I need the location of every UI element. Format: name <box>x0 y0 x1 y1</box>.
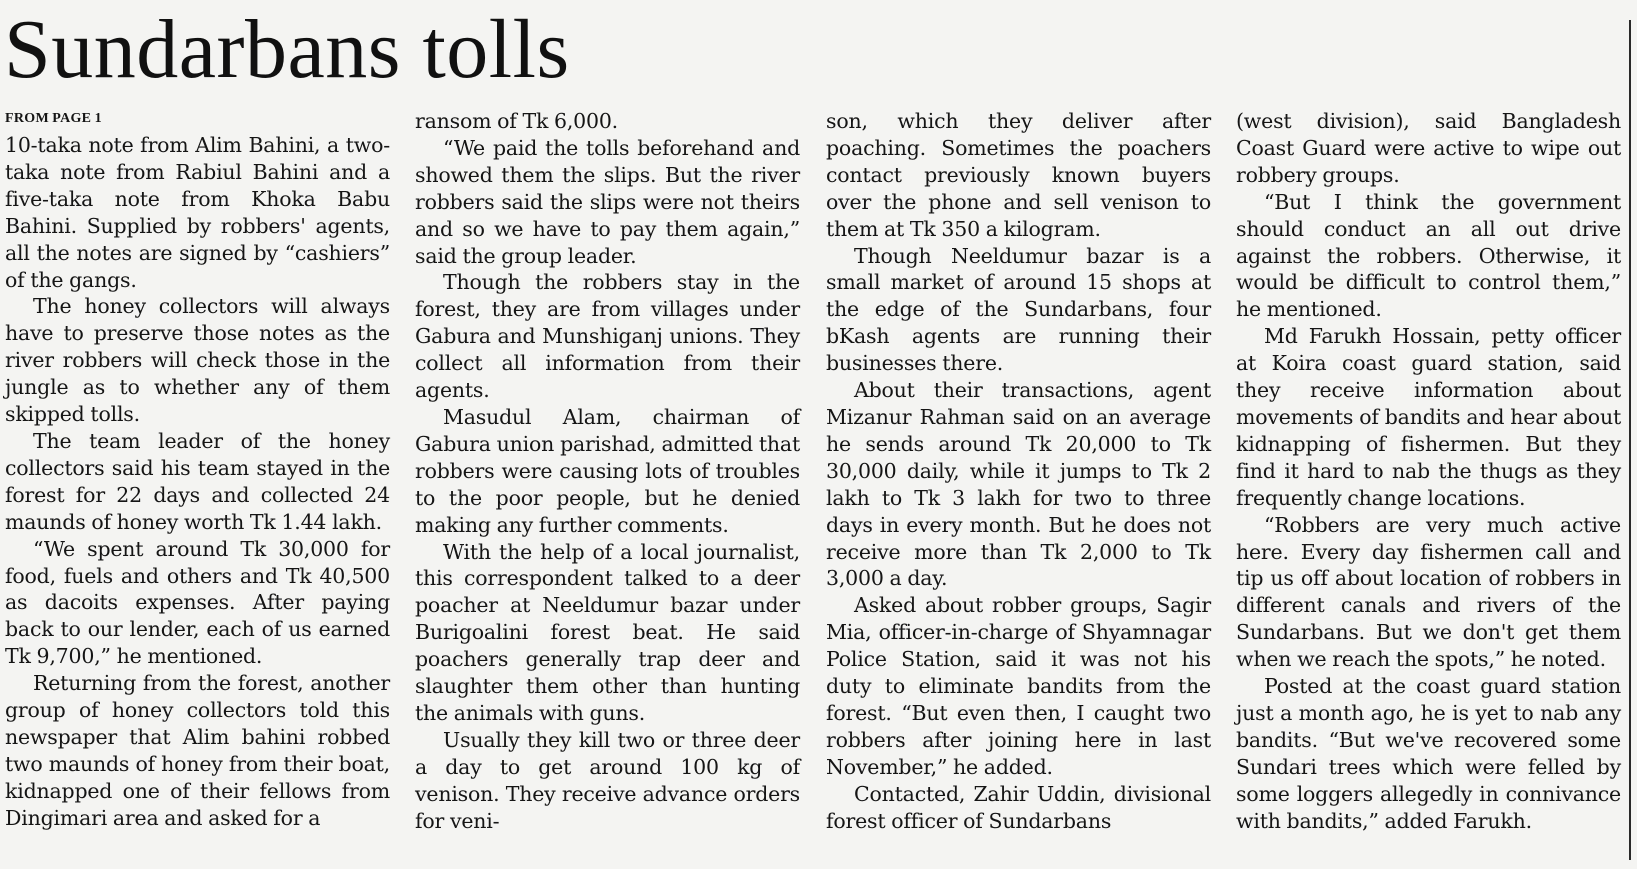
paragraph: (west division), said Bangladesh Coast Guard were active to wipe out robbery groups. <box>1236 109 1621 187</box>
paragraph: Md Farukh Hossain, petty officer at Koira coast guard station, said they receive information about movements of bandits and hear about kidnapping of fishermen. But they find it hard to nab the thugs as they frequently change locations. <box>1236 324 1621 510</box>
paragraph: The honey collectors will always have to preserve those notes as the river robbers will check those in the jungle as to whether any of them skipped tolls. <box>5 294 390 427</box>
article-column-1 <box>5 110 390 832</box>
paragraph: Asked about robber groups, Sagir Mia, officer-in-charge of Shyamnagar Police Station, said it was not his duty to eliminate bandits from the forest. “But even then, I caught two robbers after joining here in last November,” he added. <box>826 593 1211 779</box>
paragraph: Contacted, Zahir Uddin, divisional forest officer of Sundarbans <box>826 781 1211 833</box>
paragraph: “Robbers are very much active here. Every day fishermen call and tip us off about location of robbers in different canals and rivers of the Sundarbans. But we don't get them when we reach the spots,” he noted. <box>1236 512 1621 672</box>
headline: Sundarbans tolls <box>4 3 570 96</box>
paragraph: About their transactions, agent Mizanur Rahman said on an average he sends around Tk 20,000 to Tk 30,000 daily, while it jumps to Tk 2 lakh to Tk 3 lakh for two to three days in every month. But he does not receive more than Tk 2,000 to Tk 3,000 a day. <box>826 378 1211 591</box>
paragraph: The team leader of the honey collectors said his team stayed in the forest for 22 days and collected 24 maunds of honey worth Tk 1.44 lakh. <box>5 428 390 534</box>
column-rule <box>1629 20 1631 860</box>
article-column-3 <box>826 108 1211 834</box>
paragraph: 10-taka note from Alim Bahini, a two-taka note from Rabiul Bahini and a five-taka note from Khoka Babu Bahini. Supplied by robbers' agents, all the notes are signed by “cashiers” of the gangs. <box>5 133 390 292</box>
paragraph: Though the robbers stay in the forest, they are from villages under Gabura and Munshiganj unions. They collect all information from their agents. <box>415 270 800 403</box>
paragraph: With the help of a local journalist, this correspondent talked to a deer poacher at Neeldumur bazar under Burigoalini forest beat. He said poachers generally trap deer and slaughter them other than hunting the animals with guns. <box>415 539 800 725</box>
paragraph: Though Neeldumur bazar is a small market of around 15 shops at the edge of the Sundarbans, four bKash agents are running their businesses there. <box>826 243 1211 376</box>
paragraph: Posted at the coast guard station just a month ago, he is yet to nab any bandits. “But we've recovered some Sundari trees which were felled by some loggers allegedly in connivance with bandits,” added Farukh. <box>1236 674 1621 833</box>
paragraph: Masudul Alam, chairman of Gabura union parishad, admitted that robbers were causing lots of troubles to the poor people, but he denied making any further comments. <box>415 404 800 537</box>
article-column-2 <box>415 108 800 834</box>
paragraph: “We paid the tolls beforehand and showed them the slips. But the river robbers said the slips were not theirs and so we have to pay them again,” said the group leader. <box>415 135 800 268</box>
paragraph: “But I think the government should conduct an all out drive against the robbers. Otherwise, it would be difficult to control them,” he mentioned. <box>1236 189 1621 322</box>
article-column-4 <box>1236 108 1621 834</box>
paragraph: “We spent around Tk 30,000 for food, fuels and others and Tk 40,500 as dacoits expenses. After paying back to our lender, each of us earned Tk 9,700,” he mentioned. <box>5 536 390 669</box>
paragraph: Returning from the forest, another group of honey collectors told this newspaper that Alim bahini robbed two maunds of honey from their boat, kidnapped one of their fellows from Dingimari area and asked for a <box>5 671 390 830</box>
paragraph: Usually they kill two or three deer a day to get around 100 kg of venison. They receive advance orders for veni- <box>415 727 800 833</box>
continued-from-label: FROM PAGE 1 <box>5 111 102 126</box>
paragraph: son, which they deliver after poaching. Sometimes the poachers contact previously known buyers over the phone and sell venison to them at Tk 350 a kilogram. <box>826 109 1211 241</box>
paragraph: ransom of Tk 6,000. <box>415 109 619 133</box>
